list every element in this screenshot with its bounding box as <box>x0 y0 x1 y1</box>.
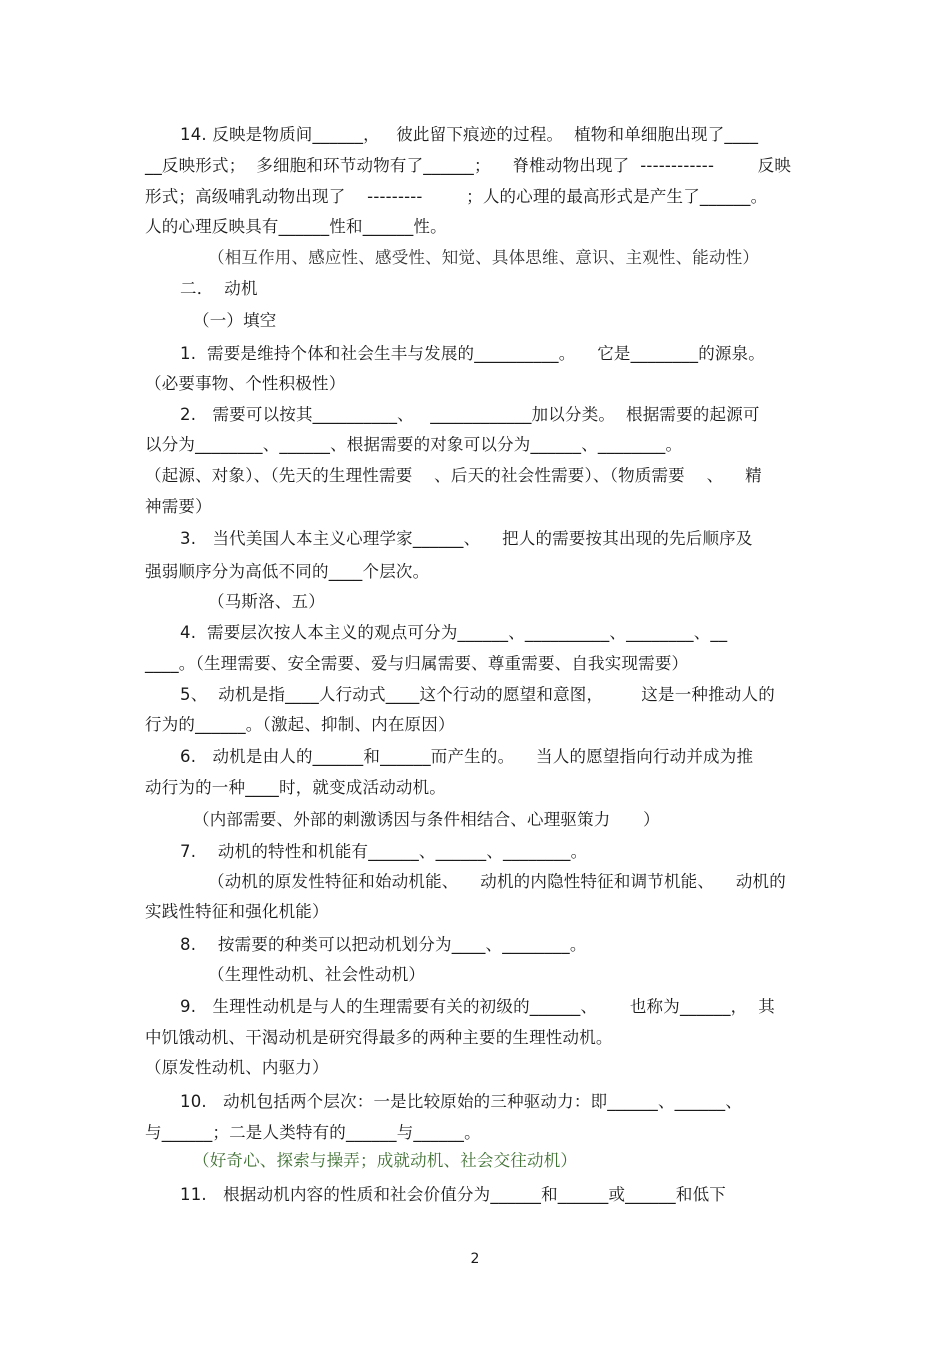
text-line: 11. 根据动机内容的性质和社会价值分为______和______或______和低下 <box>180 1185 726 1204</box>
subsection-heading: （一）填空 <box>193 311 277 330</box>
answer-line: 实践性特征和强化机能） <box>145 902 329 921</box>
answer-line: （动机的原发性特征和始动机能、 动机的内隐性特征和调节机能、 动机的 <box>208 872 786 891</box>
text-line: 与______；二是人类特有的______与______。 <box>145 1123 481 1142</box>
text-line: 以分为________、______、根据需要的对象可以分为______、________。 <box>145 435 683 454</box>
text-line: 2. 需要可以按其__________、 ____________加以分类。 根据需要的起源可 <box>180 405 760 424</box>
text-line: 10. 动机包括两个层次：一是比较原始的三种驱动力：即______、______、 <box>180 1092 743 1111</box>
answer-line: 神需要） <box>145 497 212 516</box>
answer-line: （原发性动机、内驱力） <box>145 1058 329 1077</box>
answer-line: （起源、对象）、（先天的生理性需要 、后天的社会性需要）、（物质需要 、 精 <box>145 466 762 485</box>
section-heading: 二． 动机 <box>180 279 258 298</box>
text-line: 人的心理反映具有______性和______性。 <box>145 217 447 236</box>
text-line: 3. 当代美国人本主义心理学家______、 把人的需要按其出现的先后顺序及 <box>180 529 753 548</box>
answer-line: （好奇心、探索与操弄；成就动机、社会交往动机） <box>193 1151 578 1170</box>
text-line: 形式；高级哺乳动物出现了 --------- ；人的心理的最高形式是产生了______。 <box>145 187 768 206</box>
text-line: 6. 动机是由人的______和______而产生的。 当人的愿望指向行动并成为推 <box>180 747 754 766</box>
text-line: 行为的______。（激起、抑制、内在原因） <box>145 715 455 734</box>
answer-line: （内部需要、外部的刺激诱因与条件相结合、心理驱策力 ） <box>193 810 660 829</box>
answer-line: （生理性动机、社会性动机） <box>208 965 426 984</box>
page-number: 2 <box>470 1251 480 1267</box>
text-line: 中饥饿动机、干渴动机是研究得最多的两种主要的生理性动机。 <box>145 1028 613 1047</box>
text-line: 4. 需要层次按人本主义的观点可分为______、__________、________、__ <box>180 623 728 642</box>
text-line: 强弱顺序分为高低不同的____个层次。 <box>145 562 430 581</box>
text-line: 14. 反映是物质间______， 彼此留下痕迹的过程。 植物和单细胞出现了____ <box>180 125 759 144</box>
text-line: 5、 动机是指____人行动式____这个行动的愿望和意图， 这是一种推动人的 <box>180 685 775 704</box>
answer-line: （马斯洛、五） <box>208 592 325 611</box>
answer-line: （相互作用、感应性、感受性、知觉、具体思维、意识、主观性、能动性） <box>208 248 760 267</box>
text-line: 7. 动机的特性和机能有______、______、________。 <box>180 842 588 861</box>
text-line: ____。（生理需要、安全需要、爱与归属需要、尊重需要、自我实现需要） <box>145 654 689 673</box>
text-line: 9. 生理性动机是与人的生理需要有关的初级的______、 也称为______， 其 <box>180 997 775 1016</box>
text-line: __反映形式； 多细胞和环节动物有了______； 脊椎动物出现了 ------------ 反映 <box>145 156 792 175</box>
text-line: 8. 按需要的种类可以把动机划分为____、________。 <box>180 935 587 954</box>
text-line: 动行为的一种____时，就变成活动动机。 <box>145 778 446 797</box>
answer-line: （必要事物、个性积极性） <box>145 374 346 393</box>
text-line: 1. 需要是维持个体和社会生丰与发展的__________。 它是________的源泉。 <box>180 344 766 363</box>
